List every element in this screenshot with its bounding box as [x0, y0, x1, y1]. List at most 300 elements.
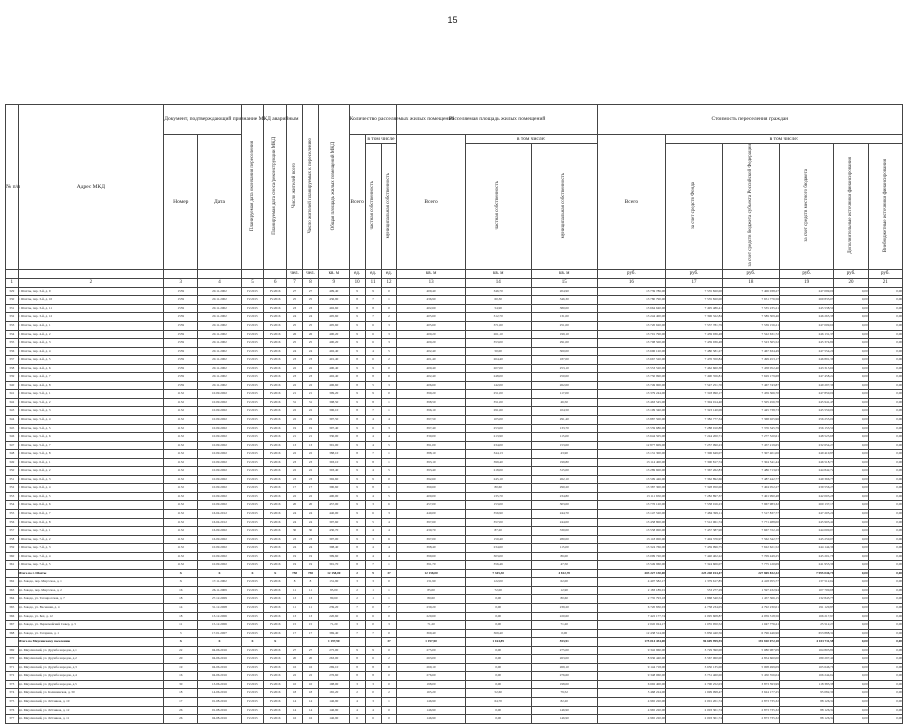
table-cell: 371,60 [465, 321, 531, 330]
table-cell: 232 654,27 [779, 441, 834, 450]
table-cell: дп. Миусинский, ул. Лётчиков, д. 11 [18, 715, 164, 724]
table-cell: IV.2015 [241, 535, 264, 544]
table-cell: 353,00 [465, 339, 531, 348]
table-cell: 64,70 [465, 698, 531, 707]
table-cell: IV.2016 [264, 390, 287, 399]
table-cell: 1132 [164, 390, 198, 399]
table-cell: 1 [365, 586, 381, 595]
table-cell: 367 [6, 621, 19, 630]
table-cell: 291,40 [531, 415, 597, 424]
table-cell: 24 [303, 518, 319, 527]
table-cell: 0,00 [834, 706, 868, 715]
table-cell: дп. Миусинский, ул. Дружба народов, д.2 [18, 655, 164, 664]
table-cell: 1 [381, 561, 397, 570]
table-cell: 9 [349, 424, 365, 433]
table-cell: 146,90 [397, 698, 465, 707]
table-cell: 0,00 [834, 296, 868, 305]
table-cell: 1 457 366,15 [722, 595, 779, 604]
table-cell: 7 457 387,90 [666, 527, 723, 536]
table-cell: 26 [303, 330, 319, 339]
table-cell: 146,90 [397, 715, 465, 724]
table-cell: 0,00 [868, 450, 902, 459]
table-cell: г. Шахты, пер. 6-й, д. 6 [18, 501, 164, 510]
table-cell: 131,00 [531, 313, 597, 322]
table-cell: 400,00 [397, 492, 465, 501]
table-cell: 27 [303, 646, 319, 655]
table-cell: 4 965 220,00 [597, 698, 665, 707]
table-cell: 0,00 [465, 715, 531, 724]
table-cell: IV.2016 [264, 672, 287, 681]
table-row [6, 518, 903, 527]
table-cell: 0,00 [868, 296, 902, 305]
table-cell: 19 [287, 424, 303, 433]
table-cell: 7 404 052,27 [722, 484, 779, 493]
table-cell: 1 [381, 398, 397, 407]
table-cell: 409,40 [318, 287, 349, 296]
table-cell: 397,00 [318, 535, 349, 544]
unit-cell [164, 269, 198, 278]
table-row [6, 544, 903, 553]
table-cell: 373 [6, 680, 19, 689]
table-cell: 393,40 [397, 467, 465, 476]
table-cell: 354 [6, 501, 19, 510]
table-cell: 82,20 [531, 698, 597, 707]
col-qty-municipal: муниципальная собственность [381, 144, 397, 270]
table-cell: 9 [349, 339, 365, 348]
table-cell: 276,60 [397, 672, 465, 681]
table-cell: 1 [381, 450, 397, 459]
table-cell: 7 306 649,07 [666, 450, 723, 459]
table-cell: 0,00 [834, 689, 868, 698]
table-cell: 13 887 500,00 [597, 415, 665, 424]
table-cell: 0,00 [834, 313, 868, 322]
table-cell: IV.2015 [241, 646, 264, 655]
table-cell: 10.09.2002 [198, 424, 241, 433]
table-cell: IV.2016 [264, 655, 287, 664]
table-cell: 369,40 [318, 629, 349, 638]
table-cell: 18 [164, 595, 198, 604]
table-cell: 13 739 786,00 [597, 287, 665, 296]
table-cell: 04.06.2016 [198, 672, 241, 681]
table-cell: дп. Миусинский, ул. Дружба народов, д.5 [18, 680, 164, 689]
table-cell: IV.2015 [241, 595, 264, 604]
unit-cell: руб. [834, 269, 868, 278]
table-cell: 253,10 [531, 364, 597, 373]
table-cell: 6 [365, 715, 381, 724]
table-cell: 7 589 309,46 [722, 313, 779, 322]
table-row [6, 621, 903, 630]
table-cell: 30 [303, 527, 319, 536]
unit-cell: ед. [365, 269, 381, 278]
table-cell: 7 512 061,74 [666, 518, 723, 527]
table-cell: 244 144,36 [779, 544, 834, 553]
table-cell: 1 [381, 698, 397, 707]
table-cell: 25 [303, 296, 319, 305]
col-qty-private: частная собственность [365, 144, 381, 270]
table-cell: 1559 [164, 347, 198, 356]
table-row [6, 646, 903, 655]
table-cell: 13 [303, 441, 319, 450]
table-cell: 239,20 [318, 604, 349, 613]
table-cell: 0,00 [868, 646, 902, 655]
table-cell: 22 [303, 407, 319, 416]
table-cell: 261,10 [465, 330, 531, 339]
table-cell: 8 [349, 407, 365, 416]
table-cell: IV.2015 [241, 424, 264, 433]
table-cell: 8 [349, 415, 365, 424]
table-cell: 6 [381, 535, 397, 544]
table-cell: 5 856 440,56 [666, 629, 723, 638]
table-cell: IV.2015 [241, 552, 264, 561]
table-cell: 22 [287, 381, 303, 390]
unit-cell: кв. м [397, 269, 465, 278]
table-cell: 7 458 052,40 [722, 364, 779, 373]
table-cell: 88 126,34 [779, 715, 834, 724]
table-cell: IV.2015 [241, 450, 264, 459]
table-cell: 1 [381, 296, 397, 305]
table-row [6, 604, 903, 613]
table-row [6, 467, 903, 476]
table-cell: 357 [6, 527, 19, 536]
table-cell: 191 120,85 [779, 604, 834, 613]
col-total-area: Общая площадь жилых помещений МКД [318, 105, 349, 270]
table-cell: 0,00 [834, 655, 868, 664]
table-cell: 0,00 [868, 663, 902, 672]
table-cell: 359 [6, 544, 19, 553]
table-cell: X [164, 638, 198, 647]
table-cell: 0,00 [834, 373, 868, 382]
table-cell: 0,00 [834, 330, 868, 339]
table-cell: X [241, 569, 264, 578]
table-cell: 8 [349, 304, 365, 313]
table-cell: 8 [349, 356, 365, 365]
table-cell: 3 [164, 629, 198, 638]
table-row [6, 321, 903, 330]
table-cell: 398,40 [397, 544, 465, 553]
table-cell: 242 003,28 [779, 492, 834, 501]
table-cell: 22 [287, 407, 303, 416]
table-cell: IV.2015 [241, 544, 264, 553]
table-cell: 4 792 230,01 [722, 604, 779, 613]
table-cell: 0,00 [868, 552, 902, 561]
table-cell: 247 009,60 [779, 321, 834, 330]
table-cell: 165,20 [397, 689, 465, 698]
table-cell: IV.2015 [241, 484, 264, 493]
table-cell: 7 318 990,17 [666, 390, 723, 399]
table-cell: 400,40 [397, 364, 465, 373]
col-cost-including: в том числе: [666, 135, 903, 144]
table-cell: 398,50 [397, 398, 465, 407]
table-cell: 23 [303, 356, 319, 365]
table-cell: 1132 [164, 527, 198, 536]
table-cell: 13 644 505,00 [597, 433, 665, 442]
table-cell: 7 457 219,65 [722, 441, 779, 450]
table-cell: 16.04.2012 [198, 509, 241, 518]
table-cell: IV.2015 [241, 313, 264, 322]
table-row [6, 586, 903, 595]
unit-cell [6, 269, 19, 278]
table-cell: 0,00 [834, 663, 868, 672]
table-cell: 7 439 936,48 [666, 339, 723, 348]
table-cell: 275,00 [397, 646, 465, 655]
table-cell: 0,00 [834, 680, 868, 689]
table-cell: 653 888,31 [779, 629, 834, 638]
table-cell: 246 518,77 [779, 458, 834, 467]
table-cell: 0,00 [868, 509, 902, 518]
table-cell: 7 484 399,11 [666, 509, 723, 518]
table-cell: 11 [303, 604, 319, 613]
table-cell: 10.09.2002 [198, 501, 241, 510]
table-cell: 20.11.2002 [198, 313, 241, 322]
table-cell: 2 700 252,03 [666, 680, 723, 689]
table-cell: 345 [6, 424, 19, 433]
table-cell: IV.2016 [264, 646, 287, 655]
table-cell: 397,60 [318, 518, 349, 527]
table-cell: 405,60 [318, 321, 349, 330]
table-cell: 0,00 [465, 646, 531, 655]
table-cell: 344 [6, 415, 19, 424]
table-cell: 132 843,75 [779, 595, 834, 604]
table-cell: 436,90 [397, 296, 465, 305]
table-row [6, 424, 903, 433]
table-cell: 7 771 488,00 [722, 518, 779, 527]
table-cell: 9 [349, 398, 365, 407]
unit-cell [198, 269, 241, 278]
table-cell: г. Шахты, пер. 5-й, д. 2 [18, 398, 164, 407]
table-cell: 166 244,62 [779, 672, 834, 681]
table-cell: 391,00 [318, 441, 349, 450]
table-cell: IV.2015 [241, 296, 264, 305]
table-cell: IV.2015 [241, 518, 264, 527]
table-cell: 430,70 [318, 527, 349, 536]
table-cell: 6 [349, 612, 365, 621]
table-cell: 244 842,72 [779, 467, 834, 476]
table-cell: 7 539 156,21 [722, 321, 779, 330]
table-cell: 227 869 832,32 [722, 569, 779, 578]
table-row [6, 527, 903, 536]
table-cell: 0,00 [868, 612, 902, 621]
table-cell: 1 047 776,21 [722, 621, 779, 630]
table-cell: 409,40 [397, 287, 465, 296]
table-cell: 9 348 060,00 [597, 672, 665, 681]
table-cell: 3 [381, 509, 397, 518]
table-cell: IV.2015 [241, 655, 264, 664]
table-cell: г. Шахты, пер. 3-й, д. 12 [18, 313, 164, 322]
table-cell: 12 158,00 [397, 569, 465, 578]
table-cell: 360 [6, 552, 19, 561]
table-cell: 0,00 [868, 544, 902, 553]
table-cell: 339 [6, 373, 19, 382]
table-cell: Итого по Миусинскому поселению [18, 638, 164, 647]
table-cell: 3 [365, 578, 381, 587]
table-cell: 0,00 [834, 424, 868, 433]
table-cell: 7 282 897,37 [666, 492, 723, 501]
table-cell: 7 401 990,48 [722, 492, 779, 501]
col-area-group: Расселяемая площадь жилых помещений [397, 105, 597, 135]
table-cell: 7 288 010,88 [666, 424, 723, 433]
table-cell: 46,50 [531, 398, 597, 407]
table-row [6, 663, 903, 672]
table-cell: 440,00 [397, 509, 465, 518]
table-cell: 13 [287, 441, 303, 450]
table-cell: 7 [349, 629, 365, 638]
table-cell: 1559 [164, 330, 198, 339]
table-cell: IV.2016 [264, 364, 287, 373]
table-cell: 16 [164, 586, 198, 595]
table-cell: 7 547 251,70 [666, 381, 723, 390]
table-cell: 1 597 432,94 [722, 586, 779, 595]
table-cell: 11 [303, 586, 319, 595]
table-cell: 0,00 [834, 595, 868, 604]
table-cell: 13 [303, 612, 319, 621]
table-cell: 251,00 [531, 321, 597, 330]
table-cell: 0 [381, 475, 397, 484]
table-cell: 191 810 072,18 [722, 638, 779, 647]
table-cell: IV.2015 [241, 339, 264, 348]
table-cell: 7 382 777,34 [666, 415, 723, 424]
table-cell: IV.2015 [241, 287, 264, 296]
table-cell: 402,60 [318, 304, 349, 313]
table-cell: 6 [365, 339, 381, 348]
table-body [6, 287, 903, 723]
table-row [6, 296, 903, 305]
table-cell: 0 [381, 578, 397, 587]
table-cell: 1 379 617,85 [666, 578, 723, 587]
table-cell: 249 410,85 [779, 450, 834, 459]
table-cell: 7 257 090,23 [666, 441, 723, 450]
table-cell: 5 008 499,09 [722, 663, 779, 672]
table-cell: 7 505 456,78 [722, 398, 779, 407]
table-cell: 142,00 [465, 381, 531, 390]
unit-cell: ед. [349, 269, 365, 278]
table-cell: 13 324 766,00 [597, 544, 665, 553]
table-cell: 1132 [164, 475, 198, 484]
table-cell: 263,00 [318, 655, 349, 664]
table-cell: 0,00 [868, 407, 902, 416]
table-cell: 0,00 [465, 655, 531, 664]
table-cell: 7 562 342,77 [722, 535, 779, 544]
table-cell: 0,00 [868, 458, 902, 467]
table-cell: 312,70 [465, 313, 531, 322]
table-cell: 369,40 [397, 629, 465, 638]
table-cell: дп. Заводо, пер. Миусское, д. 1 [18, 578, 164, 587]
table-cell: 9 [349, 509, 365, 518]
table-cell: 0 [381, 287, 397, 296]
table-cell: 9 [349, 501, 365, 510]
table-cell: 8 [365, 304, 381, 313]
table-cell: 7 368 025,96 [722, 415, 779, 424]
table-cell: 16 [164, 672, 198, 681]
table-cell: 27 [287, 646, 303, 655]
table-cell: 24 [303, 509, 319, 518]
table-cell: 10.09.2002 [198, 552, 241, 561]
table-cell: 7 376 345,79 [722, 424, 779, 433]
table-cell: 31 [303, 398, 319, 407]
table-cell: IV.2016 [264, 509, 287, 518]
table-cell: 7 324 606,07 [666, 561, 723, 570]
table-cell: 234,60 [465, 544, 531, 553]
table-cell: 0,00 [834, 646, 868, 655]
table-cell: 12,90 [531, 586, 597, 595]
table-cell: 391,70 [397, 561, 465, 570]
table-cell: 24 [303, 313, 319, 322]
table-cell: 9 [365, 364, 381, 373]
table-cell: 335 [6, 339, 19, 348]
table-cell: 0,00 [868, 689, 902, 698]
table-cell: IV.2015 [241, 467, 264, 476]
table-cell: 397,40 [397, 424, 465, 433]
table-cell: 348 [6, 450, 19, 459]
table-cell: IV.2016 [264, 621, 287, 630]
table-cell: 1132 [164, 407, 198, 416]
table-cell: 2 [349, 595, 365, 604]
table-cell: IV.2016 [264, 296, 287, 305]
table-cell: 16.04.2012 [198, 518, 241, 527]
table-cell: 3 650 135,00 [666, 663, 723, 672]
table-cell: 71,20 [318, 621, 349, 630]
table-cell: 72,00 [465, 586, 531, 595]
table-cell: 4 [365, 415, 381, 424]
table-cell: 400,20 [397, 330, 465, 339]
table-cell: 4 854 660,00 [722, 655, 779, 664]
table-cell: 0,00 [868, 501, 902, 510]
table-cell: 20.11.2002 [198, 381, 241, 390]
table-cell: г. Шахты, пер. 4-й, д. 1 [18, 321, 164, 330]
unit-cell: руб. [597, 269, 665, 278]
table-cell: 0,00 [868, 347, 902, 356]
table-cell: 62,00 [531, 578, 597, 587]
table-cell: 9 [349, 646, 365, 655]
table-row [6, 339, 903, 348]
table-cell: IV.2015 [241, 433, 264, 442]
column-number-cell: 8 [303, 278, 319, 287]
table-row [6, 655, 903, 664]
table-row [6, 304, 903, 313]
table-cell: 0,00 [834, 612, 868, 621]
table-cell: 105,00 [465, 415, 531, 424]
table-cell: 0,00 [465, 706, 531, 715]
table-cell: 402,40 [397, 373, 465, 382]
table-cell: IV.2016 [264, 698, 287, 707]
table-cell [303, 638, 319, 647]
col-n-pp: № п/п [6, 105, 19, 270]
table-cell: 25 512,27 [779, 621, 834, 630]
table-cell: IV.2015 [241, 330, 264, 339]
table-cell: 23 [287, 535, 303, 544]
table-cell: 7 404 376,97 [666, 535, 723, 544]
table-cell: 0,00 [834, 441, 868, 450]
table-cell: 7 396 322,84 [666, 313, 723, 322]
table-cell: 13 147 520,00 [597, 509, 665, 518]
table-cell: 198,00 [318, 680, 349, 689]
table-cell: IV.2016 [264, 561, 287, 570]
table-cell: 1132 [164, 501, 198, 510]
table-cell: 7 459 996,75 [666, 544, 723, 553]
table-cell: г. Шахты, пер. 6-й, д. 4 [18, 484, 164, 493]
table-cell: 13 111 650,00 [597, 492, 665, 501]
table-cell: IV.2015 [241, 621, 264, 630]
table-cell: 14 [303, 706, 319, 715]
table-cell: 0 [381, 663, 397, 672]
table-cell: 20.11.2002 [198, 339, 241, 348]
table-cell: 2 095 608,87 [666, 612, 723, 621]
table-cell: 248,00 [465, 373, 531, 382]
table-cell: 20.11.2002 [198, 287, 241, 296]
table-cell: 14.06.2016 [198, 689, 241, 698]
table-cell: IV.2016 [264, 535, 287, 544]
table-cell: дп. Заводо, ул. Первомайский Сквер, д. 5 [18, 621, 164, 630]
table-cell: 26 [287, 330, 303, 339]
